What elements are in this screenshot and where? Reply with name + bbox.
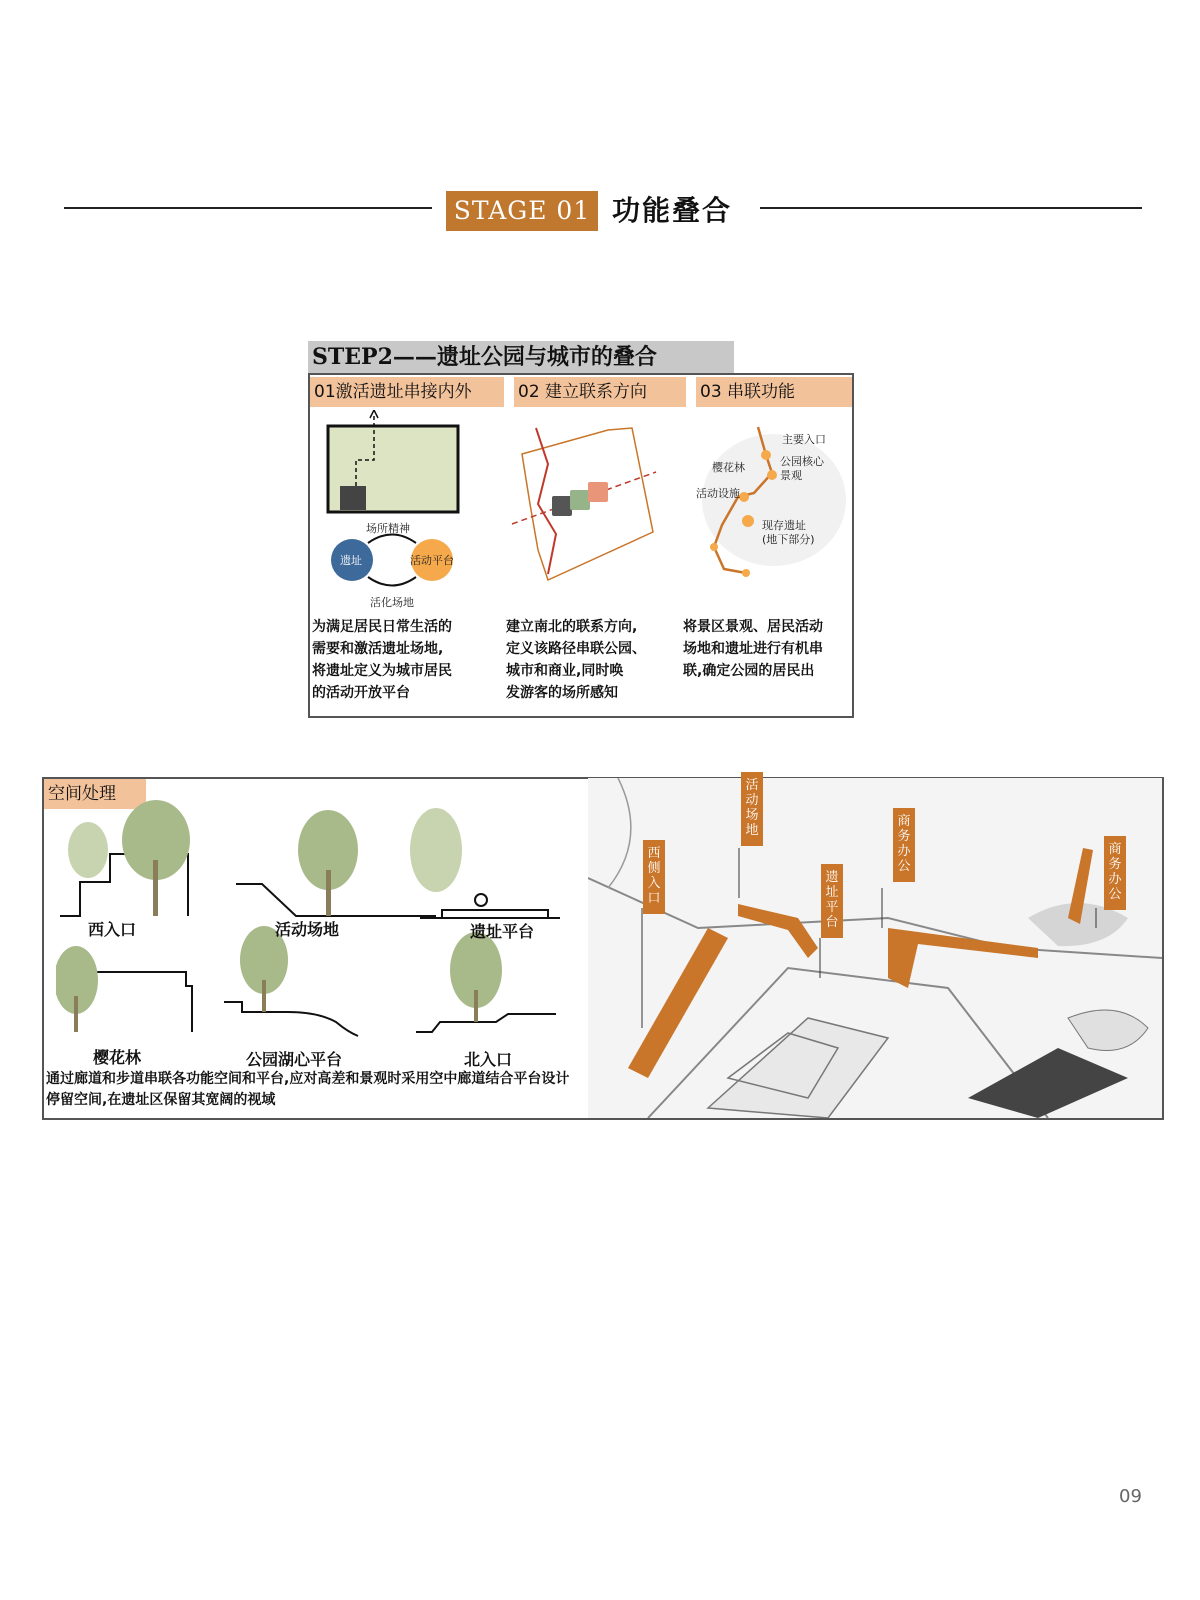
site-area [702,434,846,566]
map-label-office-1: 商务办公 [893,808,915,882]
arrow-top-icon [368,535,416,544]
step2-tab-3: 03 串联功能 [696,377,852,407]
label-sakura: 樱花林 [712,461,745,474]
label-platform: 活动平台 [410,554,454,567]
stage-badge: STAGE 01 [446,191,598,231]
activation-diagram [318,410,478,610]
sketch-north-entrance [416,932,556,1032]
caption-ruins-platform: 遗址平台 [470,922,535,941]
node-main-entry [761,450,771,460]
header-rule-right [760,207,1142,209]
sketch-lake-platform [224,926,358,1036]
header-rule-left [64,207,432,209]
map-label-ruins-platform: 遗址平台 [821,864,843,938]
label-spirit: 场所精神 [366,522,410,535]
label-core: 公园核心景观 [780,455,824,482]
sketch-activity-field [236,810,436,916]
function-diagram [694,425,854,595]
node-west [710,543,718,551]
space-note: 通过廊道和步道串联各功能空间和平台,应对高差和景观时采用空中廊道结合平台设计停留空间,在遗址区保留其宽阔的视域 [46,1071,570,1108]
step2-tab-2: 02 建立联系方向 [514,377,686,407]
step2-tab-1: 01激活遗址串接内外 [310,377,504,407]
caption-sakura-grove: 樱花林 [93,1048,142,1067]
label-facility: 活动设施 [696,487,740,500]
bicycle-icon [475,894,487,906]
block-green [570,490,590,510]
block-pink [588,482,608,502]
description-3: 将景区景观、居民活动 场地和遗址进行有机串 联,确定公园的居民出 [683,619,823,679]
description-1: 为满足居民日常生活的 需要和激活遗址场地, 将遗址定义为城市居民 的活动开放平台 [312,619,452,701]
label-main-entry: 主要入口 [782,433,826,446]
label-existing-ruins: 现存遗址(地下部分) [762,519,815,546]
node-ruins [742,515,754,527]
sketch-sakura-grove [56,946,192,1032]
page-number: 09 [1119,1486,1142,1507]
space-tab: 空间处理 [44,779,146,809]
caption-west-entrance: 西入口 [88,920,137,939]
ruins-block [340,486,366,510]
node-facility [739,492,749,502]
step2-heading: STEP2——遗址公园与城市的叠合 [308,341,734,374]
description-2: 建立南北的联系方向, 定义该路径串联公园、 城市和商业,同时唤 发游客的场所感知 [506,619,646,701]
label-ruins: 遗址 [340,554,362,567]
node-south [742,569,750,577]
stage-title: 功能叠合 [612,194,733,227]
arrow-bottom-icon [368,577,416,586]
map-label-west-entrance: 西侧入口 [643,840,665,914]
label-field: 活化场地 [370,596,414,609]
aerial-map [588,778,1162,1118]
direction-diagram [508,424,658,594]
node-core [767,470,777,480]
caption-north-entrance: 北入口 [464,1050,513,1069]
caption-lake-platform: 公园湖心平台 [246,1050,343,1069]
sketch-west-entrance [60,800,190,916]
sketch-ruins-platform [410,808,560,918]
map-label-activity-field: 活动场地 [741,772,763,846]
caption-activity-field: 活动场地 [275,920,340,939]
map-label-office-2: 商务办公 [1104,836,1126,910]
block-grey [552,496,572,516]
